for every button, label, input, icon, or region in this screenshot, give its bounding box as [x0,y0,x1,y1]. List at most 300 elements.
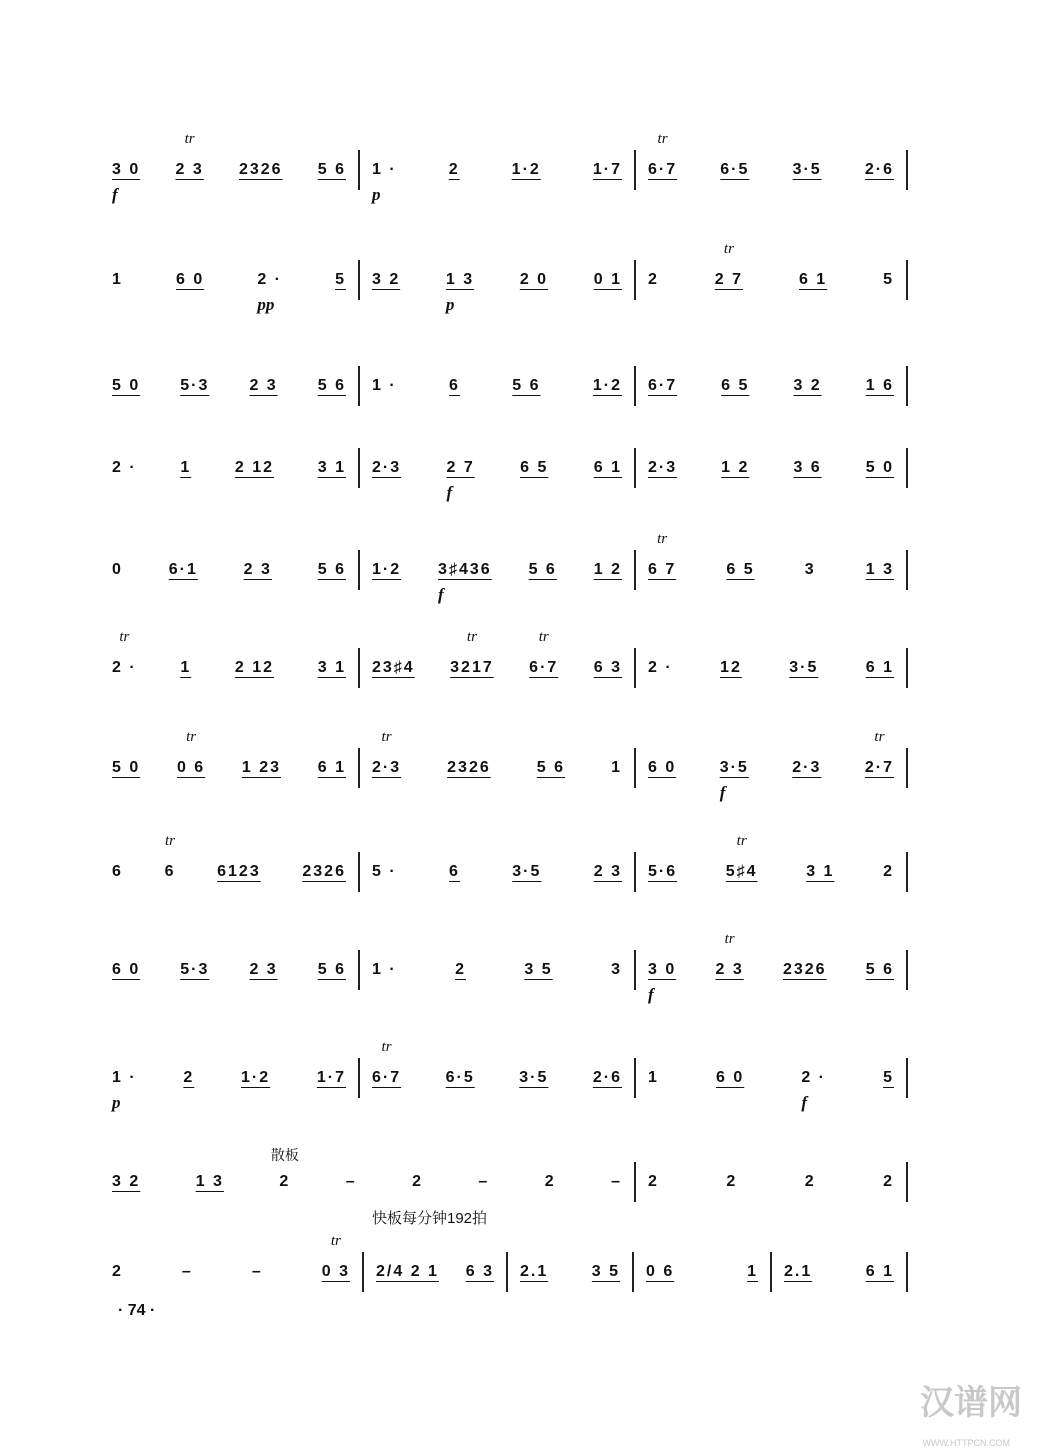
notes: 5 [883,1069,894,1086]
notes: 23♯4 [372,659,415,676]
notes: 2 [112,1263,123,1280]
note-group [164,833,176,881]
note-group [593,377,622,395]
note-group [112,1069,137,1112]
measure [360,150,636,204]
note-group [335,271,346,289]
trill-mark: tr [657,131,668,147]
notes: 2 3 [593,863,622,880]
note-group [720,161,749,179]
note-group [648,377,677,395]
note-group [447,759,491,777]
notes: 2 · [112,659,137,676]
note-group [864,729,894,777]
notes: 5 6 [536,759,566,776]
note-group [180,459,191,477]
note-group [180,961,209,979]
measure [108,950,360,990]
notes: 2 [648,1173,659,1190]
measure [636,833,908,892]
dynamic-mark: f [438,585,444,604]
measure [360,448,636,502]
note-group [721,459,749,477]
note-group [249,961,277,979]
note-group [715,931,744,979]
measure [636,931,908,1004]
note-group [241,1069,270,1087]
notes: 6 [449,863,460,880]
note-group [648,271,659,289]
measure [108,448,360,488]
note-group [648,531,677,579]
notes: 3 2 [112,1173,141,1190]
note-group [721,377,749,395]
note-group [183,1069,194,1087]
note-group [648,1173,659,1191]
measure [636,366,908,406]
notes: 5 0 [865,459,894,476]
note-group [512,377,540,395]
measure [636,531,908,590]
notes: 2 [804,1173,816,1190]
notes: 2 3 [249,961,278,978]
note-group [372,863,397,881]
trill-mark: tr [330,1233,341,1249]
note-group [883,1069,894,1087]
notes: 5 6 [317,961,346,978]
measure [108,131,360,204]
note-group [455,961,466,979]
notes: – [251,1263,263,1280]
notes: 2 [648,271,659,288]
measure [108,629,360,688]
notes: 2 [183,1069,195,1086]
notes: 5 6 [512,377,541,394]
trill-mark: tr [119,629,130,645]
note-group [112,961,140,979]
note-group [592,1263,620,1281]
note-group [249,377,277,395]
notes: 3·5 [792,161,822,178]
notes: 1 2 [593,561,622,578]
notes: 3 0 [112,161,141,178]
notes: 6 0 [175,271,205,288]
note-group [594,459,622,477]
notes: 3♯436 [438,561,492,578]
measure [360,550,636,604]
note-group [372,459,401,477]
notes: 5 [883,271,894,288]
notes: 6 [449,377,460,394]
notes: 1·2 [511,161,541,178]
notes: 5 6 [317,561,346,578]
note-group [611,961,622,979]
measure [108,729,360,788]
notes: 3 1 [317,459,346,476]
measure [108,833,360,892]
page-number: · 74 · [118,1302,156,1319]
note-group [648,659,673,677]
notes: 0 3 [321,1263,350,1280]
note-group [346,1173,357,1191]
measure [360,950,636,990]
notes: 1 [747,1263,758,1280]
note-group [112,1263,123,1281]
notes: 3 5 [524,961,553,978]
notes: 5 0 [112,377,141,394]
note-group [648,459,677,477]
notes: 1 3 [865,561,894,578]
notes: 2326 [447,759,491,776]
note-group [537,759,565,777]
note-group [866,659,894,677]
note-group [235,459,274,477]
notes: 5·6 [648,863,678,880]
note-group [725,833,758,881]
notes: 1 · [372,961,397,978]
measure [360,260,636,314]
notes: 1·2 [372,561,402,578]
measure [636,729,908,802]
note-group [792,759,821,777]
tempo-marking: 快板每分钟192拍 [372,1210,488,1227]
notes: 3 6 [793,459,822,476]
trill-mark: tr [723,241,734,257]
note-group [270,1149,299,1191]
note-group [302,863,346,881]
notes: 5 6 [317,377,346,394]
trill-mark: tr [381,729,392,745]
trill-mark: tr [874,729,885,745]
staff-line [108,1039,908,1112]
note-group [449,863,460,881]
note-group [112,629,137,677]
note-group [449,377,460,395]
measure [636,1058,908,1112]
notes: 5 6 [317,161,346,178]
notes: 1 · [112,1069,137,1086]
note-group [520,459,548,477]
note-group [445,271,475,314]
notes: 6 1 [865,1263,894,1280]
notes: 2·3 [372,459,402,476]
notes: 5·3 [180,377,210,394]
staff-line [108,531,908,604]
notes: 1·7 [592,161,622,178]
notes: 1 · [372,377,397,394]
notes: 12 [720,659,742,676]
notes: 2·3 [372,759,402,776]
notes: 2 [726,1173,738,1190]
note-group [376,1263,439,1281]
note-group [372,961,397,979]
note-group [450,629,494,677]
measure [636,1162,908,1202]
notes: 6 7 [648,561,677,578]
note-group [372,561,401,579]
note-group [512,161,541,179]
notes: 2 3 [175,161,204,178]
notes: 6 1 [865,659,894,676]
note-group [176,271,204,289]
notes: 2 3 [249,377,278,394]
note-group [412,1173,423,1191]
note-group [478,1173,489,1191]
notes: 2 [279,1173,291,1190]
note-group [646,1263,674,1281]
staff-line [108,1233,908,1292]
staff-line [108,629,908,688]
notes: 3·5 [512,863,542,880]
staff-line [108,241,908,314]
notes: 1 [648,1069,659,1086]
note-group [318,377,346,395]
note-group [446,1069,475,1087]
notes: 6 0 [648,759,677,776]
note-group [242,759,281,777]
note-group [112,561,123,579]
notes: 6123 [217,863,261,880]
notes: 3 [804,561,816,578]
notes: 6·7 [648,161,678,178]
notes: 6 5 [520,459,549,476]
dynamic-mark: p [372,185,381,204]
note-group [372,1039,402,1087]
notes: 1 [112,271,123,288]
notes: 3 2 [372,271,401,288]
trill-mark: tr [165,833,176,849]
note-group [318,759,346,777]
notes: – [345,1173,357,1190]
note-group [372,377,397,395]
notes: 1 3 [195,1173,224,1190]
staff-line [108,1149,908,1202]
note-group [593,161,622,179]
note-group [372,659,415,677]
measure [360,729,636,788]
notes: 3·5 [519,1069,549,1086]
note-group [257,271,282,314]
dynamic-mark: f [112,185,118,204]
measure [636,131,908,190]
note-group [318,561,346,579]
notes: 1 [180,459,192,476]
note-group [866,561,894,579]
notes: 2·7 [864,759,894,776]
measure [508,1252,634,1292]
notes: 6 1 [317,759,346,776]
notes: 2326 [238,161,283,178]
note-group [793,459,821,477]
notes: 1 [180,659,192,676]
notes: 3·5 [719,759,749,776]
notes: – [611,1173,622,1190]
note-group [529,561,557,579]
note-group [805,1173,816,1191]
staff-line [108,729,908,802]
notes: 3 5 [591,1263,620,1280]
notes: 6 5 [726,561,755,578]
note-group [112,377,140,395]
notes: 0 [112,561,123,578]
notes: 6 1 [593,459,622,476]
notes: 0 6 [646,1263,675,1280]
note-group [866,1263,894,1281]
dynamic-mark: f [719,783,726,802]
measure [360,1039,636,1098]
note-group [594,561,622,579]
dynamic-mark: f [801,1093,807,1112]
notes: 6·5 [720,161,750,178]
notes: 2/4 2 1 [376,1263,439,1280]
measure [360,366,636,406]
notes: 3 [611,961,622,978]
notes: 2 7 [714,271,744,288]
measure [634,1252,772,1292]
notes: 5 0 [112,759,141,776]
measure [108,366,360,406]
note-group [524,961,552,979]
note-group [865,161,894,179]
notes: 1 6 [865,377,894,394]
notes: 6 5 [721,377,750,394]
staff-line [108,448,908,502]
note-group [180,659,191,677]
note-group [716,1069,744,1087]
note-group [438,561,492,604]
notes: 2 · [801,1069,826,1086]
note-group [720,659,742,677]
notes: 2326 [782,961,827,978]
notes: 6 1 [798,271,828,288]
notes: 1 · [372,161,397,178]
notes: 2·6 [592,1069,622,1086]
note-group [520,1263,548,1281]
measure [772,1252,908,1292]
note-group [719,759,749,802]
note-group [317,1069,346,1087]
notes: 3 1 [317,659,346,676]
note-group [806,863,834,881]
note-group [112,459,137,477]
notes: 3 2 [793,377,822,394]
notes: 6·7 [529,659,559,676]
note-group [793,161,822,179]
note-group [594,271,622,289]
note-group [449,161,460,179]
note-group [648,863,677,881]
note-group [180,377,209,395]
notes: 0 6 [176,759,206,776]
staff-line [108,366,908,406]
note-group [783,961,827,979]
note-group [801,1069,826,1112]
watermark-url: WWW.HTTPCN.COM [922,1438,1010,1448]
note-group [866,377,894,395]
note-group [784,1263,812,1281]
note-group [321,1233,350,1281]
dynamic-mark: p [112,1093,121,1112]
note-group [611,759,622,777]
staff-line [108,931,908,1004]
note-group [175,131,204,179]
tempo-mark: 散板 [270,1149,299,1164]
measure [636,241,908,300]
note-group [883,863,894,881]
trill-mark: tr [538,629,549,645]
note-group [648,1069,659,1087]
notes: 6 3 [593,659,622,676]
notes: 3 0 [648,961,677,978]
note-group [112,863,123,881]
notes: 1·2 [241,1069,271,1086]
notes: 6·1 [168,561,198,578]
notes: 6 [112,863,123,880]
note-group [239,161,283,179]
notes: 0 1 [593,271,622,288]
note-group [112,161,141,204]
measure [108,1233,364,1292]
note-group [244,561,272,579]
trill-mark: tr [736,833,747,849]
note-group [594,863,622,881]
notes: 2 0 [519,271,549,288]
notes: 2.1 [784,1263,813,1280]
note-group [793,377,821,395]
measure [360,629,636,688]
note-group [446,459,475,502]
notes: 1 [611,759,622,776]
notes: 2 · [648,659,673,676]
notes: 2 [455,961,466,978]
note-group [512,863,541,881]
notes: 2 12 [234,659,275,676]
note-group [182,1263,193,1281]
note-group [726,1173,737,1191]
notes: 5 · [372,863,397,880]
notes: 5 6 [528,561,557,578]
note-group [648,961,677,1004]
note-group [883,271,894,289]
notes: 6·5 [445,1069,475,1086]
note-group [866,459,894,477]
notes: 6 0 [715,1069,745,1086]
notes: 1 2 [721,459,750,476]
notes: 2 7 [446,459,475,476]
note-group [799,271,827,289]
measure [636,448,908,488]
notes: – [181,1263,193,1280]
notes: 2 [448,161,460,178]
notes: 1 23 [241,759,282,776]
measure [364,1252,508,1292]
note-group [466,1263,494,1281]
measure [108,260,360,314]
note-group [169,561,198,579]
notes: 1 3 [445,271,475,288]
notes: 3·5 [789,659,819,676]
note-group [318,961,346,979]
trill-mark: tr [724,931,735,947]
note-group [112,759,140,777]
dynamic-mark: pp [257,295,275,314]
trill-mark: tr [381,1039,392,1055]
staff-line [108,833,908,892]
notes: 2 [883,863,894,880]
notes: 1·7 [316,1069,346,1086]
note-group [112,271,123,289]
note-group [883,1173,894,1191]
